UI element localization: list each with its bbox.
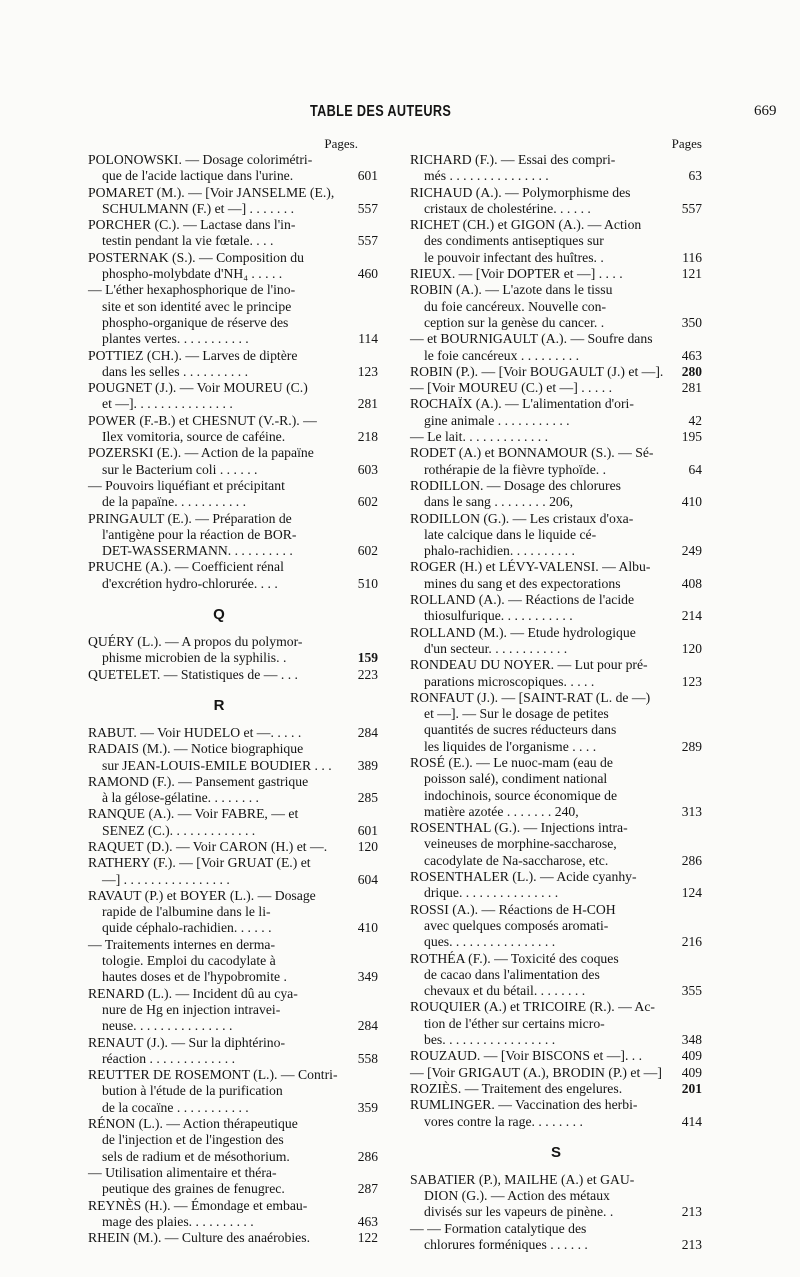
entry-line: parations microscopiques. . . . . [424, 673, 595, 689]
entry-page-number: 348 [681, 1032, 702, 1048]
entry-page-number: 603 [357, 461, 378, 477]
index-entry [88, 1230, 378, 1246]
section-heading-q: Q [213, 606, 225, 624]
entry-line: les liquides de l'organisme . . . . [424, 738, 597, 754]
entry-line: de l'injection et de l'ingestion des [102, 1132, 284, 1148]
entry-line: d'un secteur. . . . . . . . . . . . [424, 640, 568, 656]
entry-line: sels de radium et de mésothorium. [102, 1148, 290, 1164]
entry-line: POUGNET (J.). — Voir MOUREU (C.) [88, 380, 308, 396]
entry-page-number: 123 [681, 673, 702, 689]
index-entry [88, 1035, 378, 1068]
entry-line: QUÉRY (L.). — A propos du polymor- [88, 634, 303, 650]
entry-line: RODET (A.) et BONNAMOUR (S.). — Sé- [410, 445, 654, 461]
entry-line: RÉNON (L.). — Action thérapeutique [88, 1116, 298, 1132]
entry-line: le foie cancéreux . . . . . . . . . [424, 347, 580, 363]
pages-column-label: Pages. [324, 136, 358, 151]
entry-page-number: 460 [357, 266, 378, 282]
entry-line: gine animale . . . . . . . . . . . [424, 412, 570, 428]
entry-line: dans les selles . . . . . . . . . . [102, 363, 248, 379]
entry-line: SABATIER (P.), MAILHE (A.) et GAU- [410, 1171, 635, 1187]
index-entry [410, 511, 702, 560]
entry-line: ROSÉ (E.). — Le nuoc-mam (eau de [410, 754, 613, 770]
entry-line: dans le sang . . . . . . . . 206, [424, 494, 574, 510]
entry-line: chevaux et du bétail. . . . . . . . [424, 983, 586, 999]
index-entry [88, 380, 378, 413]
entry-line: PRUCHE (A.). — Coefficient rénal [88, 559, 284, 575]
index-entry [410, 755, 702, 820]
index-entry [410, 396, 702, 429]
entry-line: POMARET (M.). — [Voir JANSELME (E.), [88, 184, 335, 200]
entry-line: ROUZAUD. — [Voir BISCONS et —]. . . [410, 1048, 643, 1064]
index-entry [88, 185, 378, 218]
index-entry [410, 1172, 702, 1221]
entry-page-number: 281 [357, 396, 378, 412]
entry-line: RUMLINGER. — Vaccination des herbi- [410, 1097, 638, 1113]
entry-page-number: 42 [688, 412, 702, 428]
entry-line: matière azotée . . . . . . . 240, [424, 803, 579, 819]
entry-line: sur le Bacterium coli . . . . . . [102, 461, 258, 477]
entry-line: ques. . . . . . . . . . . . . . . . [424, 934, 556, 950]
index-entry [410, 592, 702, 625]
entry-line: QUETELET. — Statistiques de — . . . [88, 666, 298, 682]
index-entry [410, 999, 702, 1048]
entry-line: RAMOND (F.). — Pansement gastrique [88, 773, 309, 789]
entry-page-number: 410 [681, 494, 702, 510]
entry-page-number: 218 [357, 429, 378, 445]
index-entry [410, 690, 702, 755]
entry-page-number: 122 [357, 1230, 378, 1246]
entry-line: PORCHER (C.). — Lactase dans l'in- [88, 217, 296, 233]
entry-line: site et son identité avec le principe [102, 298, 292, 314]
entry-line: chlorures forméniques . . . . . . [424, 1237, 588, 1252]
entry-line: RAVAUT (P.) et BOYER (L.). — Dosage [88, 887, 316, 903]
entry-line: SCHULMANN (F.) et —] . . . . . . . [102, 200, 295, 216]
entry-line: neuse. . . . . . . . . . . . . . . [102, 1018, 233, 1034]
entry-line: RABUT. — Voir HUDELO et —. . . . . [88, 724, 302, 740]
entry-line: ROLLAND (A.). — Réactions de l'acide [410, 592, 635, 608]
entry-line: ROBIN (A.). — L'azote dans le tissu [410, 282, 613, 298]
entry-line: RENARD (L.). — Incident dû au cya- [88, 985, 298, 1001]
entry-line: ception sur la genèse du cancer. . [424, 314, 605, 330]
index-entry [410, 1065, 702, 1081]
entry-line: RANQUE (A.). — Voir FABRE, — et [88, 806, 299, 822]
entry-page-number: 359 [357, 1099, 378, 1115]
entry-page-number: 286 [357, 1148, 378, 1164]
index-entry [88, 152, 378, 185]
entry-line: mines du sang et des expectorations [424, 575, 621, 591]
entry-line: rothérapie de la fièvre typhoïde. . [424, 461, 607, 477]
index-entry [88, 559, 378, 592]
index-entry [410, 657, 702, 690]
entry-line: RHEIN (M.). — Culture des anaérobies. [88, 1230, 310, 1246]
entries-r-continued [410, 152, 702, 1130]
entries-p [88, 152, 378, 592]
entry-page-number: 408 [681, 575, 702, 591]
index-entry [410, 380, 702, 396]
entry-page-number: 601 [357, 822, 378, 838]
entry-line: RONFAUT (J.). — [SAINT-RAT (L. de —) [410, 689, 651, 705]
index-entry [88, 839, 378, 855]
index-entry [88, 250, 378, 283]
entry-page-number: 64 [688, 461, 702, 477]
index-entry [88, 282, 378, 347]
entry-page-number: 213 [681, 1204, 702, 1220]
entry-page-number: 414 [681, 1113, 702, 1129]
index-entry [410, 429, 702, 445]
entry-line: cacodylate de Na-saccharose, etc. [424, 852, 609, 868]
entry-line: POZERSKI (E.). — Action de la papaïne [88, 445, 314, 461]
entry-page-number: 355 [681, 983, 702, 999]
entry-line: RATHERY (F.). — [Voir GRUAT (E.) et [88, 855, 311, 871]
entry-line: POWER (F.-B.) et CHESNUT (V.-R.). — [88, 412, 317, 428]
entry-line: et —]. . . . . . . . . . . . . . . [102, 396, 233, 412]
entry-page-number: 285 [357, 790, 378, 806]
section-heading-r: R [213, 696, 225, 714]
entry-page-number: 216 [681, 934, 702, 950]
entry-line: ROSENTHAL (G.). — Injections intra- [410, 820, 628, 836]
entry-line: bution à l'étude de la purification [102, 1083, 283, 1099]
entry-page-number: 601 [357, 168, 378, 184]
index-entry [410, 1221, 702, 1254]
entry-page-number: 284 [357, 1018, 378, 1034]
entries-s [410, 1172, 702, 1253]
index-entry [410, 282, 702, 331]
index-entry [410, 152, 702, 185]
entry-line: peutique des graines de fenugrec. [102, 1181, 285, 1197]
entry-page-number: 116 [682, 249, 702, 265]
entry-page-number: 114 [358, 331, 378, 347]
index-entry [88, 888, 378, 937]
entry-line: poisson salé), condiment national [424, 771, 608, 787]
entry-line: plantes vertes. . . . . . . . . . . [102, 331, 249, 347]
index-entry [410, 478, 702, 511]
entry-line: thiosulfurique. . . . . . . . . . . [424, 608, 573, 624]
entry-page-number: 121 [681, 266, 702, 282]
entry-line: RICHAUD (A.). — Polymorphisme des [410, 184, 631, 200]
index-entry [410, 625, 702, 658]
index-entry [88, 1116, 378, 1165]
entries-q [88, 634, 378, 683]
entry-line: veineuses de morphine-saccharose, [424, 836, 617, 852]
section-heading-s: S [550, 1143, 561, 1161]
index-entry [410, 445, 702, 478]
index-entry [410, 559, 702, 592]
entry-page-number: 289 [681, 738, 702, 754]
entry-line: cristaux de cholestérine. . . . . . [424, 200, 591, 216]
entry-line: phisme microbien de la syphilis. . [102, 650, 287, 666]
index-entry [88, 217, 378, 250]
entry-line: à la gélose-gélatine. . . . . . . . [102, 790, 259, 806]
entry-page-number: 214 [681, 608, 702, 624]
entry-page-number: 213 [681, 1237, 702, 1252]
entry-line: phospho-molybdate d'NH₄ . . . . . [102, 266, 283, 282]
index-entry [410, 185, 702, 218]
entry-line: ROCHAÏX (A.). — L'alimentation d'ori- [410, 396, 634, 412]
entry-line: — et BOURNIGAULT (A.). — Soufre dans [410, 331, 653, 347]
entry-line: quide céphalo-rachidien. . . . . . [102, 920, 272, 936]
entry-line: RICHET (CH.) et GIGON (A.). — Action [410, 217, 642, 233]
entry-page-number: 159 [357, 650, 378, 666]
right-column [410, 136, 702, 1253]
entry-page-number: 287 [357, 1181, 378, 1197]
entry-line: réaction . . . . . . . . . . . . . [102, 1050, 236, 1066]
entry-page-number: 558 [357, 1050, 378, 1066]
entry-line: — Pouvoirs liquéfiant et précipitant [88, 477, 285, 493]
entry-line: —] . . . . . . . . . . . . . . . . [102, 871, 230, 887]
entry-line: et —]. — Sur le dosage de petites [424, 706, 609, 722]
entry-page-number: 280 [681, 363, 702, 379]
entry-page-number: 286 [681, 852, 702, 868]
entry-line: ROSENTHALER (L.). — Acide cyanhy- [410, 869, 637, 885]
entry-page-number: 409 [681, 1064, 702, 1080]
entry-line: phospho-organique de réserve des [102, 314, 289, 330]
entry-page-number: 463 [357, 1213, 378, 1229]
entry-page-number: 249 [681, 543, 702, 559]
entry-line: RICHARD (F.). — Essai des compri- [410, 152, 616, 167]
index-entry [88, 1165, 378, 1198]
entry-line: des condiments antiseptiques sur [424, 233, 604, 249]
entry-page-number: 124 [681, 885, 702, 901]
entry-line: ROBIN (P.). — [Voir BOUGAULT (J.) et —]. [410, 363, 664, 379]
entry-line: quantités de sucres réducteurs dans [424, 722, 617, 738]
index-entry [410, 951, 702, 1000]
entry-line: DET-WASSERMANN. . . . . . . . . . [102, 543, 293, 559]
entry-line: POSTERNAK (S.). — Composition du [88, 249, 304, 265]
entry-line: de cacao dans l'alimentation des [424, 966, 600, 982]
entry-line: — Traitements internes en derma- [88, 936, 276, 952]
entry-line: DION (G.). — Action des métaux [424, 1188, 610, 1204]
entry-line: tion de l'éther sur certains micro- [424, 1015, 605, 1031]
entry-line: sur JEAN-LOUIS-EMILE BOUDIER . . . [102, 757, 332, 773]
entry-page-number: 602 [357, 494, 378, 510]
entry-line: l'antigène pour la réaction de BOR- [102, 526, 297, 542]
index-entry [88, 741, 378, 774]
entry-page-number: 120 [357, 838, 378, 854]
entry-page-number: 123 [357, 363, 378, 379]
entry-line: ROTHÉA (F.). — Toxicité des coques [410, 950, 619, 966]
entry-line: POTTIEZ (CH.). — Larves de diptère [88, 347, 298, 363]
index-entry [88, 445, 378, 478]
index-entry [88, 986, 378, 1035]
entry-line: de la cocaïne . . . . . . . . . . . [102, 1099, 249, 1115]
entry-line: d'excrétion hydro-chlorurée. . . . [102, 575, 278, 591]
entry-line: tologie. Emploi du cacodylate à [102, 953, 276, 969]
index-entry [88, 667, 378, 683]
index-entry [410, 1048, 702, 1064]
entry-page-number: 557 [357, 200, 378, 216]
entry-page-number: 281 [681, 380, 702, 396]
entry-line: divisés sur les vapeurs de pinène. . [424, 1204, 614, 1220]
entry-page-number: 557 [681, 200, 702, 216]
index-entry [410, 1097, 702, 1130]
entry-line: phalo-rachidien. . . . . . . . . . [424, 543, 575, 559]
index-entry [88, 937, 378, 986]
entry-line: que de l'acide lactique dans l'urine. [102, 168, 294, 184]
entry-line: RODILLON (G.). — Les cristaux d'oxa- [410, 510, 634, 526]
entry-page-number: 350 [681, 314, 702, 330]
index-entry [88, 1198, 378, 1231]
entry-line: RODILLON. — Dosage des chlorures [410, 477, 621, 493]
entries-r [88, 725, 378, 1247]
entry-line: ROGER (H.) et LÉVY-VALENSI. — Albu- [410, 559, 651, 575]
index-entry [88, 855, 378, 888]
entry-line: rapide de l'albumine dans le li- [102, 904, 271, 920]
entry-line: — L'éther hexaphosphorique de l'ino- [88, 282, 296, 298]
entry-page-number: 284 [357, 724, 378, 740]
index-entry [88, 806, 378, 839]
entry-page-number: 63 [688, 168, 702, 184]
index-entry [410, 217, 702, 266]
entry-line: SENEZ (C.). . . . . . . . . . . . . [102, 822, 256, 838]
entry-line: ROUQUIER (A.) et TRICOIRE (R.). — Ac- [410, 999, 655, 1015]
entry-line: RIEUX. — [Voir DOPTER et —] . . . . [410, 266, 623, 282]
entry-line: més . . . . . . . . . . . . . . . [424, 168, 549, 184]
entry-page-number: 201 [681, 1080, 702, 1096]
entry-line: indochinois, source économique de [424, 787, 618, 803]
entry-line: — — Formation catalytique des [410, 1220, 587, 1236]
entry-line: RONDEAU DU NOYER. — Lut pour pré- [410, 657, 648, 673]
entry-page-number: 195 [681, 429, 702, 445]
entry-line: POLONOWSKI. — Dosage colorimétri- [88, 152, 313, 167]
entry-page-number: 557 [357, 233, 378, 249]
entry-page-number: 604 [357, 871, 378, 887]
entry-page-number: 409 [681, 1048, 702, 1064]
entry-line: hautes doses et de l'hypobromite . [102, 969, 287, 985]
entry-line: RENAUT (J.). — Sur la diphtérino- [88, 1034, 286, 1050]
entry-line: du foie cancéreux. Nouvelle con- [424, 298, 607, 314]
left-column [88, 136, 378, 1246]
entry-page-number: 602 [357, 543, 378, 559]
entry-line: — Utilisation alimentaire et théra- [88, 1164, 277, 1180]
index-entry [88, 413, 378, 446]
index-entry [88, 348, 378, 381]
entry-page-number: 463 [681, 347, 702, 363]
entry-line: mage des plaies. . . . . . . . . . [102, 1213, 254, 1229]
entry-page-number: 510 [357, 575, 378, 591]
running-title: TABLE DES AUTEURS [310, 103, 452, 120]
entry-line: late calcique dans le liquide cé- [424, 526, 597, 542]
index-entry [88, 511, 378, 560]
entry-line: testin pendant la vie fœtale. . . . [102, 233, 274, 249]
entry-line: de la papaïne. . . . . . . . . . . [102, 494, 247, 510]
index-entry [88, 1067, 378, 1116]
entry-line: bes. . . . . . . . . . . . . . . . . [424, 1032, 556, 1048]
index-entry [410, 331, 702, 364]
index-entry [410, 266, 702, 282]
page-number: 669 [754, 103, 777, 119]
page-header [0, 103, 800, 127]
index-entry [410, 820, 702, 869]
entry-page-number: 389 [357, 757, 378, 773]
entry-line: drique. . . . . . . . . . . . . . . [424, 885, 559, 901]
index-entry [410, 1081, 702, 1097]
entry-line: Ilex vomitoria, source de caféine. [102, 429, 286, 445]
index-entry [88, 634, 378, 667]
index-entry [410, 869, 702, 902]
entry-line: REYNÈS (H.). — Émondage et embau- [88, 1197, 308, 1213]
entry-line: vores contre la rage. . . . . . . . [424, 1113, 583, 1129]
entry-line: le pouvoir infectant des huîtres. . [424, 249, 604, 265]
entry-page-number: 410 [357, 920, 378, 936]
entry-line: avec quelques composés aromati- [424, 917, 609, 933]
entry-page-number: 120 [681, 640, 702, 656]
entry-page-number: 313 [681, 803, 702, 819]
entry-line: — [Voir GRIGAUT (A.), BRODIN (P.) et —] [410, 1064, 662, 1080]
index-entry [88, 478, 378, 511]
entry-page-number: 349 [357, 969, 378, 985]
entry-line: — [Voir MOUREU (C.) et —] . . . . . [410, 380, 613, 396]
entry-line: nure de Hg en injection intravei- [102, 1001, 281, 1017]
entry-line: — Le lait. . . . . . . . . . . . . [410, 429, 548, 445]
entry-line: ROSSI (A.). — Réactions de H-COH [410, 901, 616, 917]
pages-column-label: Pages [671, 136, 702, 151]
entry-line: ROLLAND (M.). — Etude hydrologique [410, 624, 636, 640]
index-entry [410, 364, 702, 380]
index-entry [88, 725, 378, 741]
entry-line: PRINGAULT (E.). — Préparation de [88, 510, 292, 526]
entry-line: REUTTER DE ROSEMONT (L.). — Contri- [88, 1067, 338, 1083]
index-entry [410, 902, 702, 951]
index-entry [88, 774, 378, 807]
entry-line: RAQUET (D.). — Voir CARON (H.) et —. [88, 838, 328, 854]
entry-line: ROZIÈS. — Traitement des engelures. [410, 1080, 623, 1096]
entry-line: RADAIS (M.). — Notice biographique [88, 741, 304, 757]
entry-page-number: 223 [357, 666, 378, 682]
